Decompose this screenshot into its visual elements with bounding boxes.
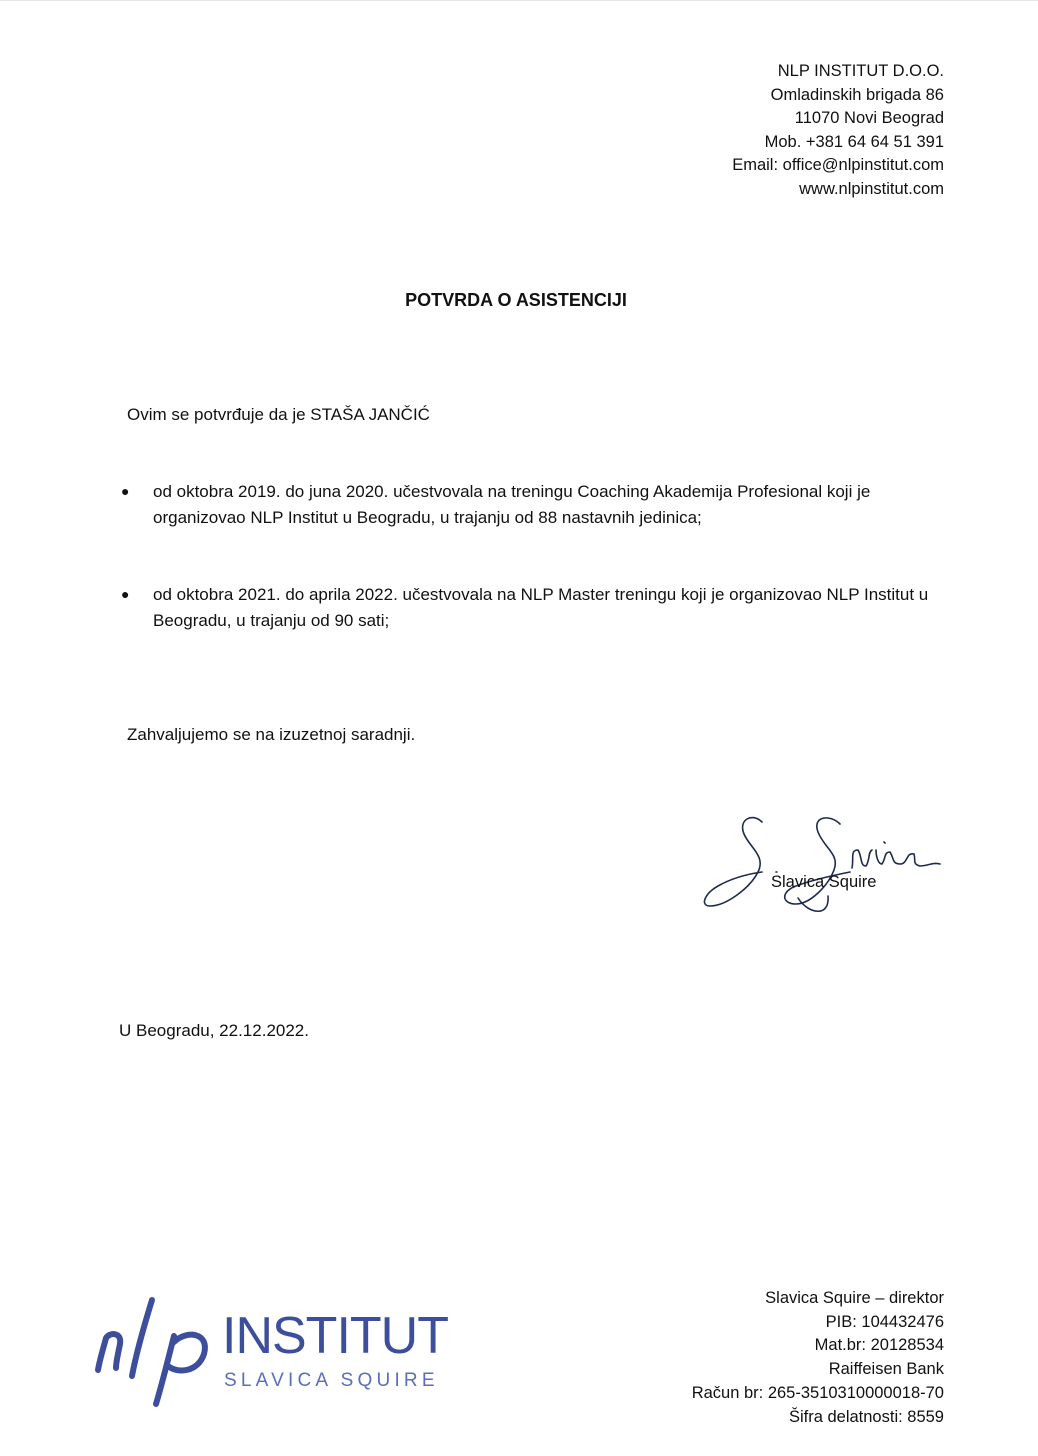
list-item bbox=[118, 479, 948, 530]
intro-text: Ovim se potvrđuje da je STAŠA JANČIĆ bbox=[127, 405, 430, 424]
nlp-logo-icon bbox=[90, 1292, 225, 1410]
handwritten-signature bbox=[700, 806, 950, 916]
company-logo bbox=[90, 1292, 460, 1410]
registration-number-line: Mat.br: 20128534 bbox=[814, 1336, 944, 1355]
company-footer bbox=[692, 1287, 944, 1429]
page-top-border bbox=[0, 0, 1038, 1]
logo-wordmark: INSTITUT bbox=[222, 1307, 448, 1365]
company-name: NLP INSTITUT D.O.O. bbox=[777, 62, 944, 80]
company-email: Email: office@nlpinstitut.com bbox=[732, 156, 944, 175]
company-city: 11070 Novi Beograd bbox=[794, 109, 944, 128]
bank-line: Raiffeisen Bank bbox=[828, 1360, 944, 1379]
company-street: Omladinskih brigada 86 bbox=[770, 85, 944, 104]
list-item-text: od oktobra 2019. do juna 2020. učestvovala na treningu Coaching Akademija Profesional koji je organizovao NLP Institut u Beogradu, u trajanju od 88 nastavnih jedinica; bbox=[153, 482, 871, 527]
training-list bbox=[118, 479, 948, 685]
account-line: Račun br: 265-3510310000018-70 bbox=[691, 1383, 944, 1402]
list-item bbox=[118, 582, 948, 633]
list-item-text: od oktobra 2021. do aprila 2022. učestvovala na NLP Master treningu koji je organizovao NLP Institut u Beogradu, u trajanju od 90 sati; bbox=[153, 585, 929, 630]
activity-code-line: Šifra delatnosti: 8559 bbox=[788, 1407, 944, 1426]
thanks-text: Zahvaljujemo se na izuzetnoj saradnji. bbox=[127, 725, 416, 744]
place-date: U Beogradu, 22.12.2022. bbox=[119, 1021, 309, 1040]
company-header bbox=[732, 60, 944, 202]
signer-name: Slavica Squire bbox=[771, 873, 877, 891]
company-website: www.nlpinstitut.com bbox=[799, 179, 944, 198]
document-title: POTVRDA O ASISTENCIJI bbox=[405, 290, 627, 310]
bullet-icon: ● bbox=[121, 586, 130, 602]
director-line: Slavica Squire – direktor bbox=[765, 1289, 944, 1307]
company-phone: Mob. +381 64 64 51 391 bbox=[764, 132, 944, 151]
logo-subtitle: SLAVICA SQUIRE bbox=[224, 1370, 439, 1391]
pib-line: PIB: 104432476 bbox=[825, 1312, 944, 1331]
bullet-icon: ● bbox=[121, 483, 130, 499]
